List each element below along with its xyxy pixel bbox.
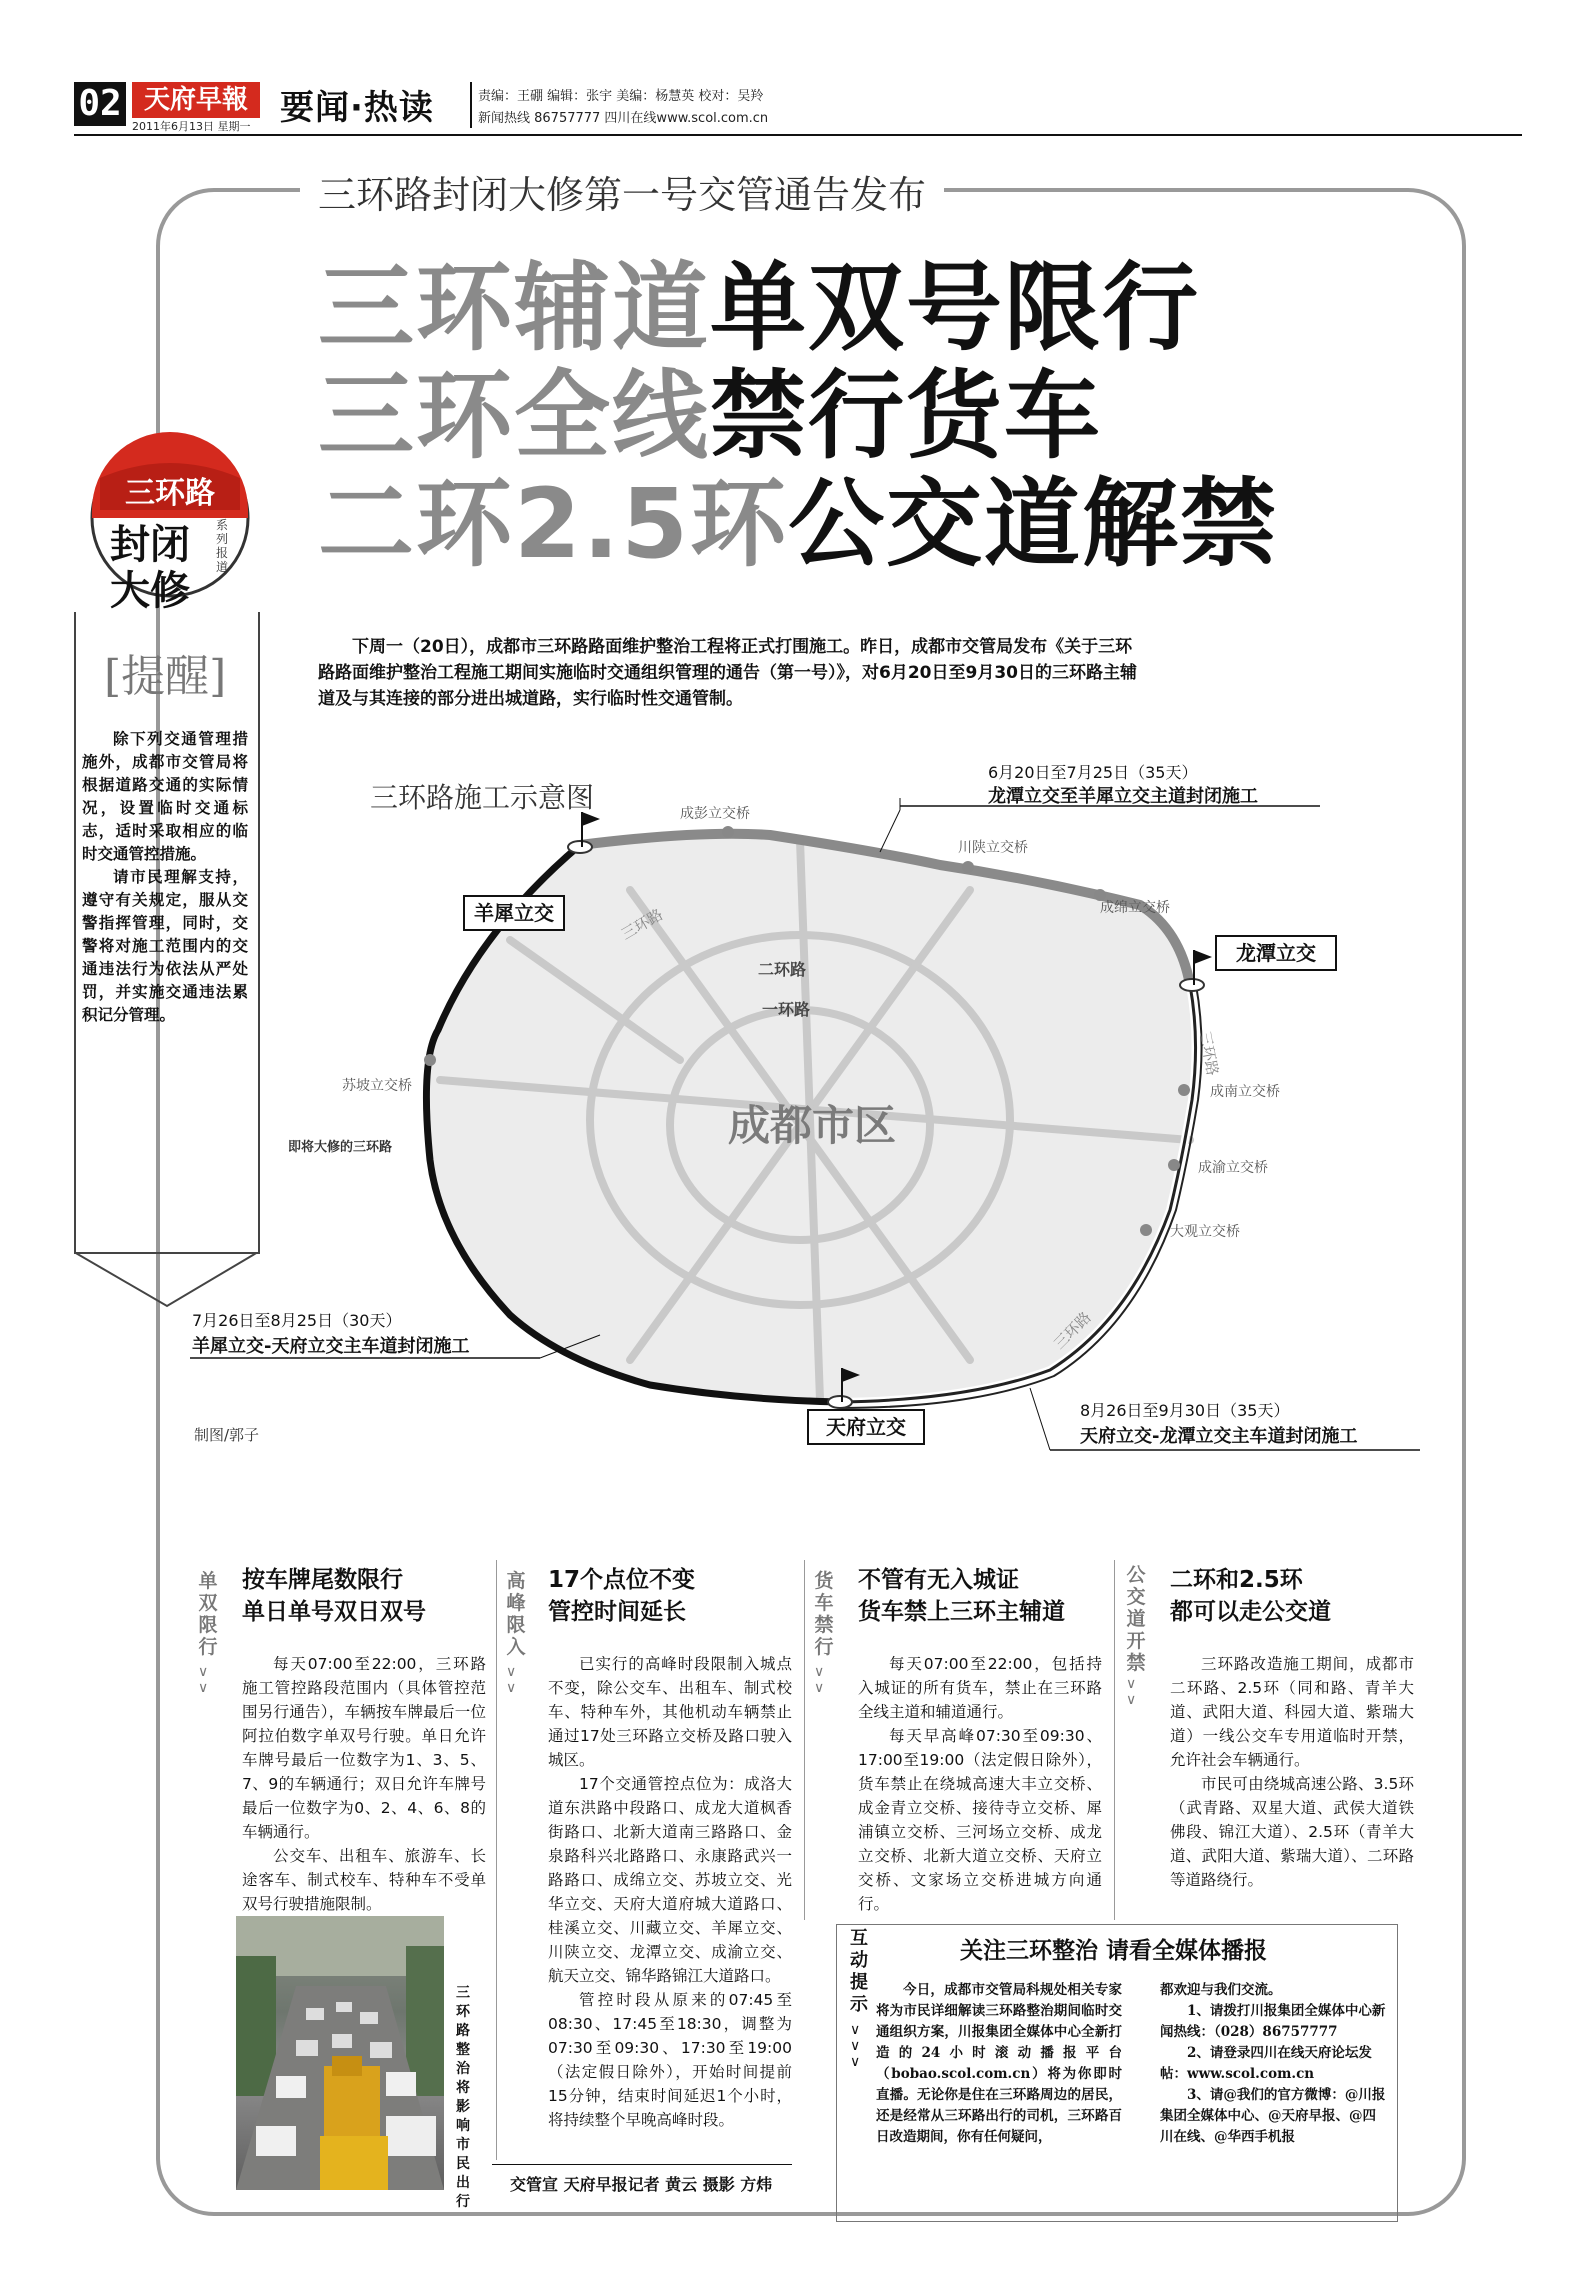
series-badge — [90, 418, 270, 618]
column-1-head-1: 按车牌尾数限行 — [242, 1567, 403, 1593]
column-2-head-2: 管控时间延长 — [548, 1599, 686, 1625]
interaction-tag: 互动提示 — [850, 1928, 868, 2015]
column-3-head-1: 不管有无入城证 — [858, 1567, 1019, 1593]
article-byline: 交管宣 天府早报记者 黄云 摄影 方炜 — [510, 2175, 773, 2194]
road-label-sanhuan: 三环路 — [1050, 1308, 1095, 1353]
headline-3-gray: 二环2.5环 — [318, 468, 789, 580]
column-3-arrows: ∨ ∨ — [814, 1664, 825, 1696]
junction-tianfu — [808, 1410, 924, 1444]
bridge-label: 成南立交桥 — [1210, 1084, 1280, 1100]
interaction-line: 3、请@我们的官方微博：@川报集团全媒体中心、@天府早报、@四川在线、@华西手机报 — [1160, 2087, 1386, 2145]
column-2-paragraph: 17个交通管控点位为：成洛大道东洪路中段路口、成龙大道枫香街路口、北新大道南三路路口、金泉路科兴北路路口、永康路武兴一路路口、成绵立交、苏坡立交、光华立交、天府大道府城大道路口、桂溪立交、川藏立交、羊犀立交、川陕立交、龙潭立交、成渝立交、航天立交、锦华路锦江大道路口。 — [548, 1775, 792, 1985]
phase-1-dates: 6月20日至7月25日（35天） — [988, 763, 1198, 782]
map-caption: 即将大修的三环路 — [288, 1140, 393, 1155]
phase-2-dates: 7月26日至8月25日（30天） — [192, 1311, 402, 1330]
interaction-line: 1、请拨打川报集团全媒体中心新闻热线：（028）86757777 — [1160, 2003, 1386, 2040]
column-3-body — [858, 1652, 1102, 1916]
bridge-label: 苏坡立交桥 — [342, 1078, 412, 1094]
photo-caption: 三环路整治将影响市民出行 — [456, 1985, 470, 2210]
byline-rule — [492, 2164, 792, 2165]
headline-2-black: 禁行货车 — [710, 360, 1102, 472]
badge-line-3: 大修 — [110, 568, 190, 614]
interaction-line: 都欢迎与我们交流。 — [1160, 1982, 1282, 1998]
column-4-arrows: ∨ ∨ — [1126, 1676, 1137, 1708]
issue-date: 2011年6月13日 星期一 — [132, 120, 251, 133]
interaction-text-right — [1160, 1980, 1386, 2148]
credits-hotline: 新闻热线 86757777 四川在线www.scol.com.cn — [478, 111, 769, 126]
interaction-title: 关注三环整治 请看全媒体播报 — [960, 1937, 1268, 1964]
column-2-tag: 高峰限入 — [506, 1570, 526, 1658]
column-3-paragraph: 每天早高峰07:30至09:30、17:00至19:00（法定假日除外），货车禁止在绕城高速大丰立交桥、成金青立交桥、接待寺立交桥、犀浦镇立交桥、三河场立交桥、成龙立交桥、北新大道立交桥、天府立交桥、文家场立交桥进城方向通行。 — [858, 1727, 1102, 1913]
column-4-head-2: 都可以走公交道 — [1170, 1599, 1331, 1625]
column-1-paragraph: 每天07:00至22:00，三环路施工管控路段范围内（具体管控范围另行通告），车辆按车牌最后一位阿拉伯数字单双号行驶。单日允许车牌号最后一位数字为1、3、5、7、9的车辆通行；双日允许车牌号最后一位数字为0、2、4、6、8的车辆通行。 — [242, 1655, 486, 1841]
junction-longtan — [1216, 936, 1336, 970]
road-label-yihuan: 一环路 — [762, 1000, 811, 1019]
traffic-photo — [236, 1916, 444, 2190]
map-title: 三环路施工示意图 — [370, 781, 595, 814]
junction-yangxi-label: 羊犀立交 — [474, 901, 554, 925]
interaction-paragraph: 今日，成都市交管局科规处相关专家将为市民详细解读三环路整治期间临时交通组织方案，川报集团全媒体中心全新打造的24小时滚动播报平台（bobao.scol.com.cn）将为你即时直播。无论你是住在三环路周边的居民，还是经常从三环路出行的司机，三环路百日改造期间，你有任何疑问， — [876, 1982, 1122, 2145]
interaction-line: 2、请登录四川在线天府论坛发帖：www.scol.com.cn — [1160, 2045, 1372, 2082]
column-4-tag: 公交道开禁 — [1126, 1564, 1146, 1674]
column-divider — [1114, 1560, 1115, 1920]
phase-1-desc: 龙潭立交至羊犀立交主道封闭施工 — [988, 786, 1258, 807]
column-4-paragraph: 三环路改造施工期间，成都市二环路、2.5环（同和路、青羊大道、武阳大道、科园大道、紫瑞大道）一线公交车专用道临时开禁，允许社会车辆通行。 — [1170, 1655, 1414, 1769]
column-1-tag: 单双限行 — [198, 1570, 218, 1658]
bridge-label: 成绵立交桥 — [1100, 900, 1170, 916]
junction-tianfu-label: 天府立交 — [826, 1415, 906, 1439]
bridge-label: 大观立交桥 — [1170, 1224, 1240, 1240]
column-divider — [496, 1560, 497, 2160]
interaction-text-left — [876, 1980, 1122, 2148]
credits-editors: 责编：王硼 编辑：张宇 美编：杨慧英 校对：吴羚 — [478, 89, 764, 104]
headline-3-black: 公交道解禁 — [788, 468, 1279, 580]
headline-line-2 — [318, 362, 1102, 470]
newspaper-logo: 天府早報 — [132, 82, 260, 118]
phase-3-desc: 天府立交-龙潭立交主车道封闭施工 — [1080, 1426, 1358, 1447]
column-divider — [804, 1560, 805, 1920]
road-label-erhuan: 二环路 — [758, 960, 807, 979]
column-2-head-1: 17个点位不变 — [548, 1567, 696, 1593]
junction-longtan-label: 龙潭立交 — [1236, 941, 1316, 965]
headline-1-black: 单双号限行 — [710, 252, 1200, 364]
column-1-head-2: 单日单号双日双号 — [242, 1599, 426, 1625]
badge-line-2: 封闭 — [110, 522, 190, 568]
phase-3-dates: 8月26日至9月30日（35天） — [1080, 1401, 1290, 1420]
column-1-body — [242, 1652, 486, 1916]
junction-yangxi — [464, 896, 568, 934]
column-4-paragraph: 市民可由绕城高速公路、3.5环（武青路、双星大道、武侯大道铁佛段、锦江大道）、2.5环（青羊大道、武阳大道、紫瑞大道）、二环路等道路绕行。 — [1170, 1775, 1414, 1889]
column-3-tag: 货车禁行 — [814, 1570, 834, 1658]
lead-paragraph: 下周一（20日），成都市三环路路面维护整治工程将正式打围施工。昨日，成都市交管局发布《关于三环路路面维护整治工程施工期间实施临时交通组织管理的通告（第一号）》，对6月20日至9月30日的三环路主辅道及与其连接的部分进出城道路，实行临时性交通管制。 — [318, 637, 1137, 709]
bridge-label: 成彭立交桥 — [680, 806, 750, 822]
interaction-arrows: ∨ ∨ ∨ — [850, 2022, 861, 2070]
header-divider — [470, 82, 472, 128]
article-subtitle: 三环路封闭大修第一号交管通告发布 — [300, 164, 944, 219]
map-center-label: 成都市区 — [728, 1101, 897, 1150]
headline-2-gray: 三环全线 — [318, 360, 710, 472]
headline-line-1 — [318, 254, 1200, 362]
column-2-paragraph: 已实行的高峰时段限制入城点不变，除公交车、出租车、制式校车、特种车外，其他机动车辆禁止通过17处三环路立交桥及路口驶入城区。 — [548, 1655, 792, 1769]
editor-credits — [478, 86, 768, 130]
reminder-heading: [提醒] — [104, 651, 227, 702]
header-rule — [74, 134, 1522, 136]
ring-road-map — [180, 760, 1440, 1480]
road-label-sanhuan: 三环路 — [618, 905, 666, 944]
column-2-body — [548, 1652, 792, 2132]
map-credit: 制图/郭子 — [194, 1426, 260, 1444]
headline-line-3 — [318, 470, 1278, 578]
badge-series-label: 系列报道 — [216, 518, 229, 574]
traffic-photo-image — [236, 1916, 444, 2190]
column-3-paragraph: 每天07:00至22:00，包括持入城证的所有货车，禁止在三环路全线主道和辅道通行。 — [858, 1655, 1102, 1721]
headline-1-gray: 三环辅道 — [318, 252, 710, 364]
column-2-arrows: ∨ ∨ — [506, 1664, 517, 1696]
column-1-arrows: ∨ ∨ — [198, 1664, 209, 1696]
column-1-paragraph: 公交车、出租车、旅游车、长途客车、制式校车、特种车不受单双号行驶措施限制。 — [242, 1847, 486, 1913]
section-title: 要闻·热读 — [280, 88, 434, 128]
badge-line-1: 三环路 — [125, 476, 215, 511]
reminder-paragraph: 请市民理解支持，遵守有关规定，服从交警指挥管理，同时，交警将对施工范围内的交通违法行为依法从严处罚，并实施交通违法累积记分管理。 — [82, 868, 248, 1024]
road-label-sanhuan: 三环路 — [1196, 1029, 1222, 1078]
phase-2-desc: 羊犀立交-天府立交主车道封闭施工 — [192, 1336, 470, 1357]
page-number: 02 — [74, 82, 126, 126]
bridge-label: 川陕立交桥 — [958, 840, 1028, 856]
column-4-head-1: 二环和2.5环 — [1170, 1567, 1303, 1593]
column-4-body — [1170, 1652, 1414, 1892]
reminder-paragraph: 除下列交通管理措施外，成都市交管局将根据道路交通的实际情况，设置临时交通标志，适时采取相应的临时交通管控措施。 — [82, 730, 248, 863]
column-3-head-2: 货车禁上三环主辅道 — [858, 1599, 1065, 1625]
column-2-paragraph: 管控时段从原来的07:45至08:30、17:45至18:30，调整为07:30至09:30、17:30至19:00（法定假日除外），开始时间提前15分钟，结束时间延迟1个小时，将持续整个早晚高峰时段。 — [548, 1991, 792, 2129]
bridge-label: 成渝立交桥 — [1198, 1160, 1268, 1176]
